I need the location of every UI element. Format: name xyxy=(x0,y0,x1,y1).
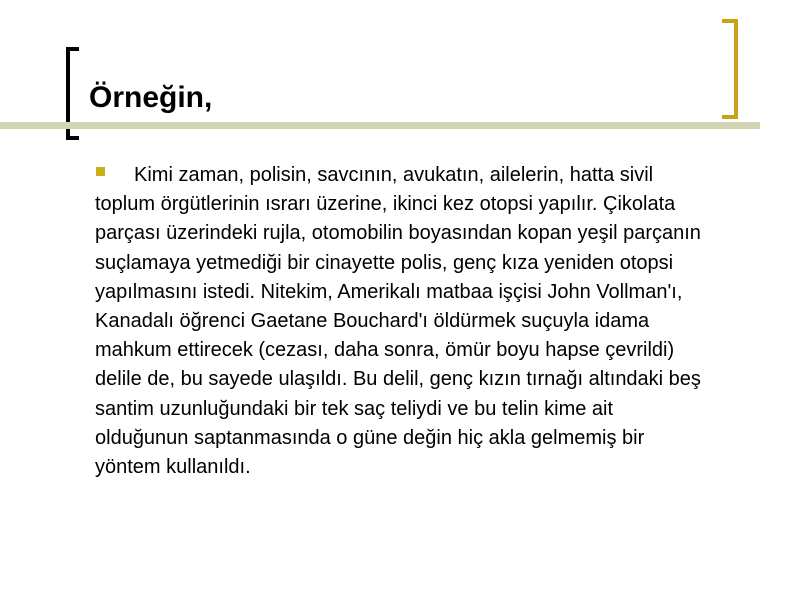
title-divider xyxy=(0,122,760,129)
bullet-paragraph: Kimi zaman, polisin, savcının, avukatın, ailelerin, hatta sivil toplum örgütlerinin ısrarı üzerine, ikinci kez otopsi yapılır. Çikolata parçası üzerindeki rujla, otomobilin boyasından kopan yeşil parçanın suçlamaya yetmediği bir cinayette polis, genç kıza yeniden otopsi yapılmasını istedi. Nitekim, Amerikalı matbaa işçisi John Vollman'ı, Kanadalı öğrenci Gaetane Bouchard'ı öldürmek suçuyla idama mahkum ettirecek (cezası, daha sonra, ömür boyu hapse çevrildi) delile de, bu sayede ulaşıldı. Bu delil, genç kızın tırnağı altındaki beş santim uzunluğundaki bir tek saç teliydi ve bu telin kime ait olduğunun saptanmasında o güne değin hiç akla gelmemiş bir yöntem kullanıldı. xyxy=(95,164,701,479)
slide-title: Örneğin, xyxy=(89,81,213,114)
right-bracket-decoration xyxy=(722,19,738,119)
